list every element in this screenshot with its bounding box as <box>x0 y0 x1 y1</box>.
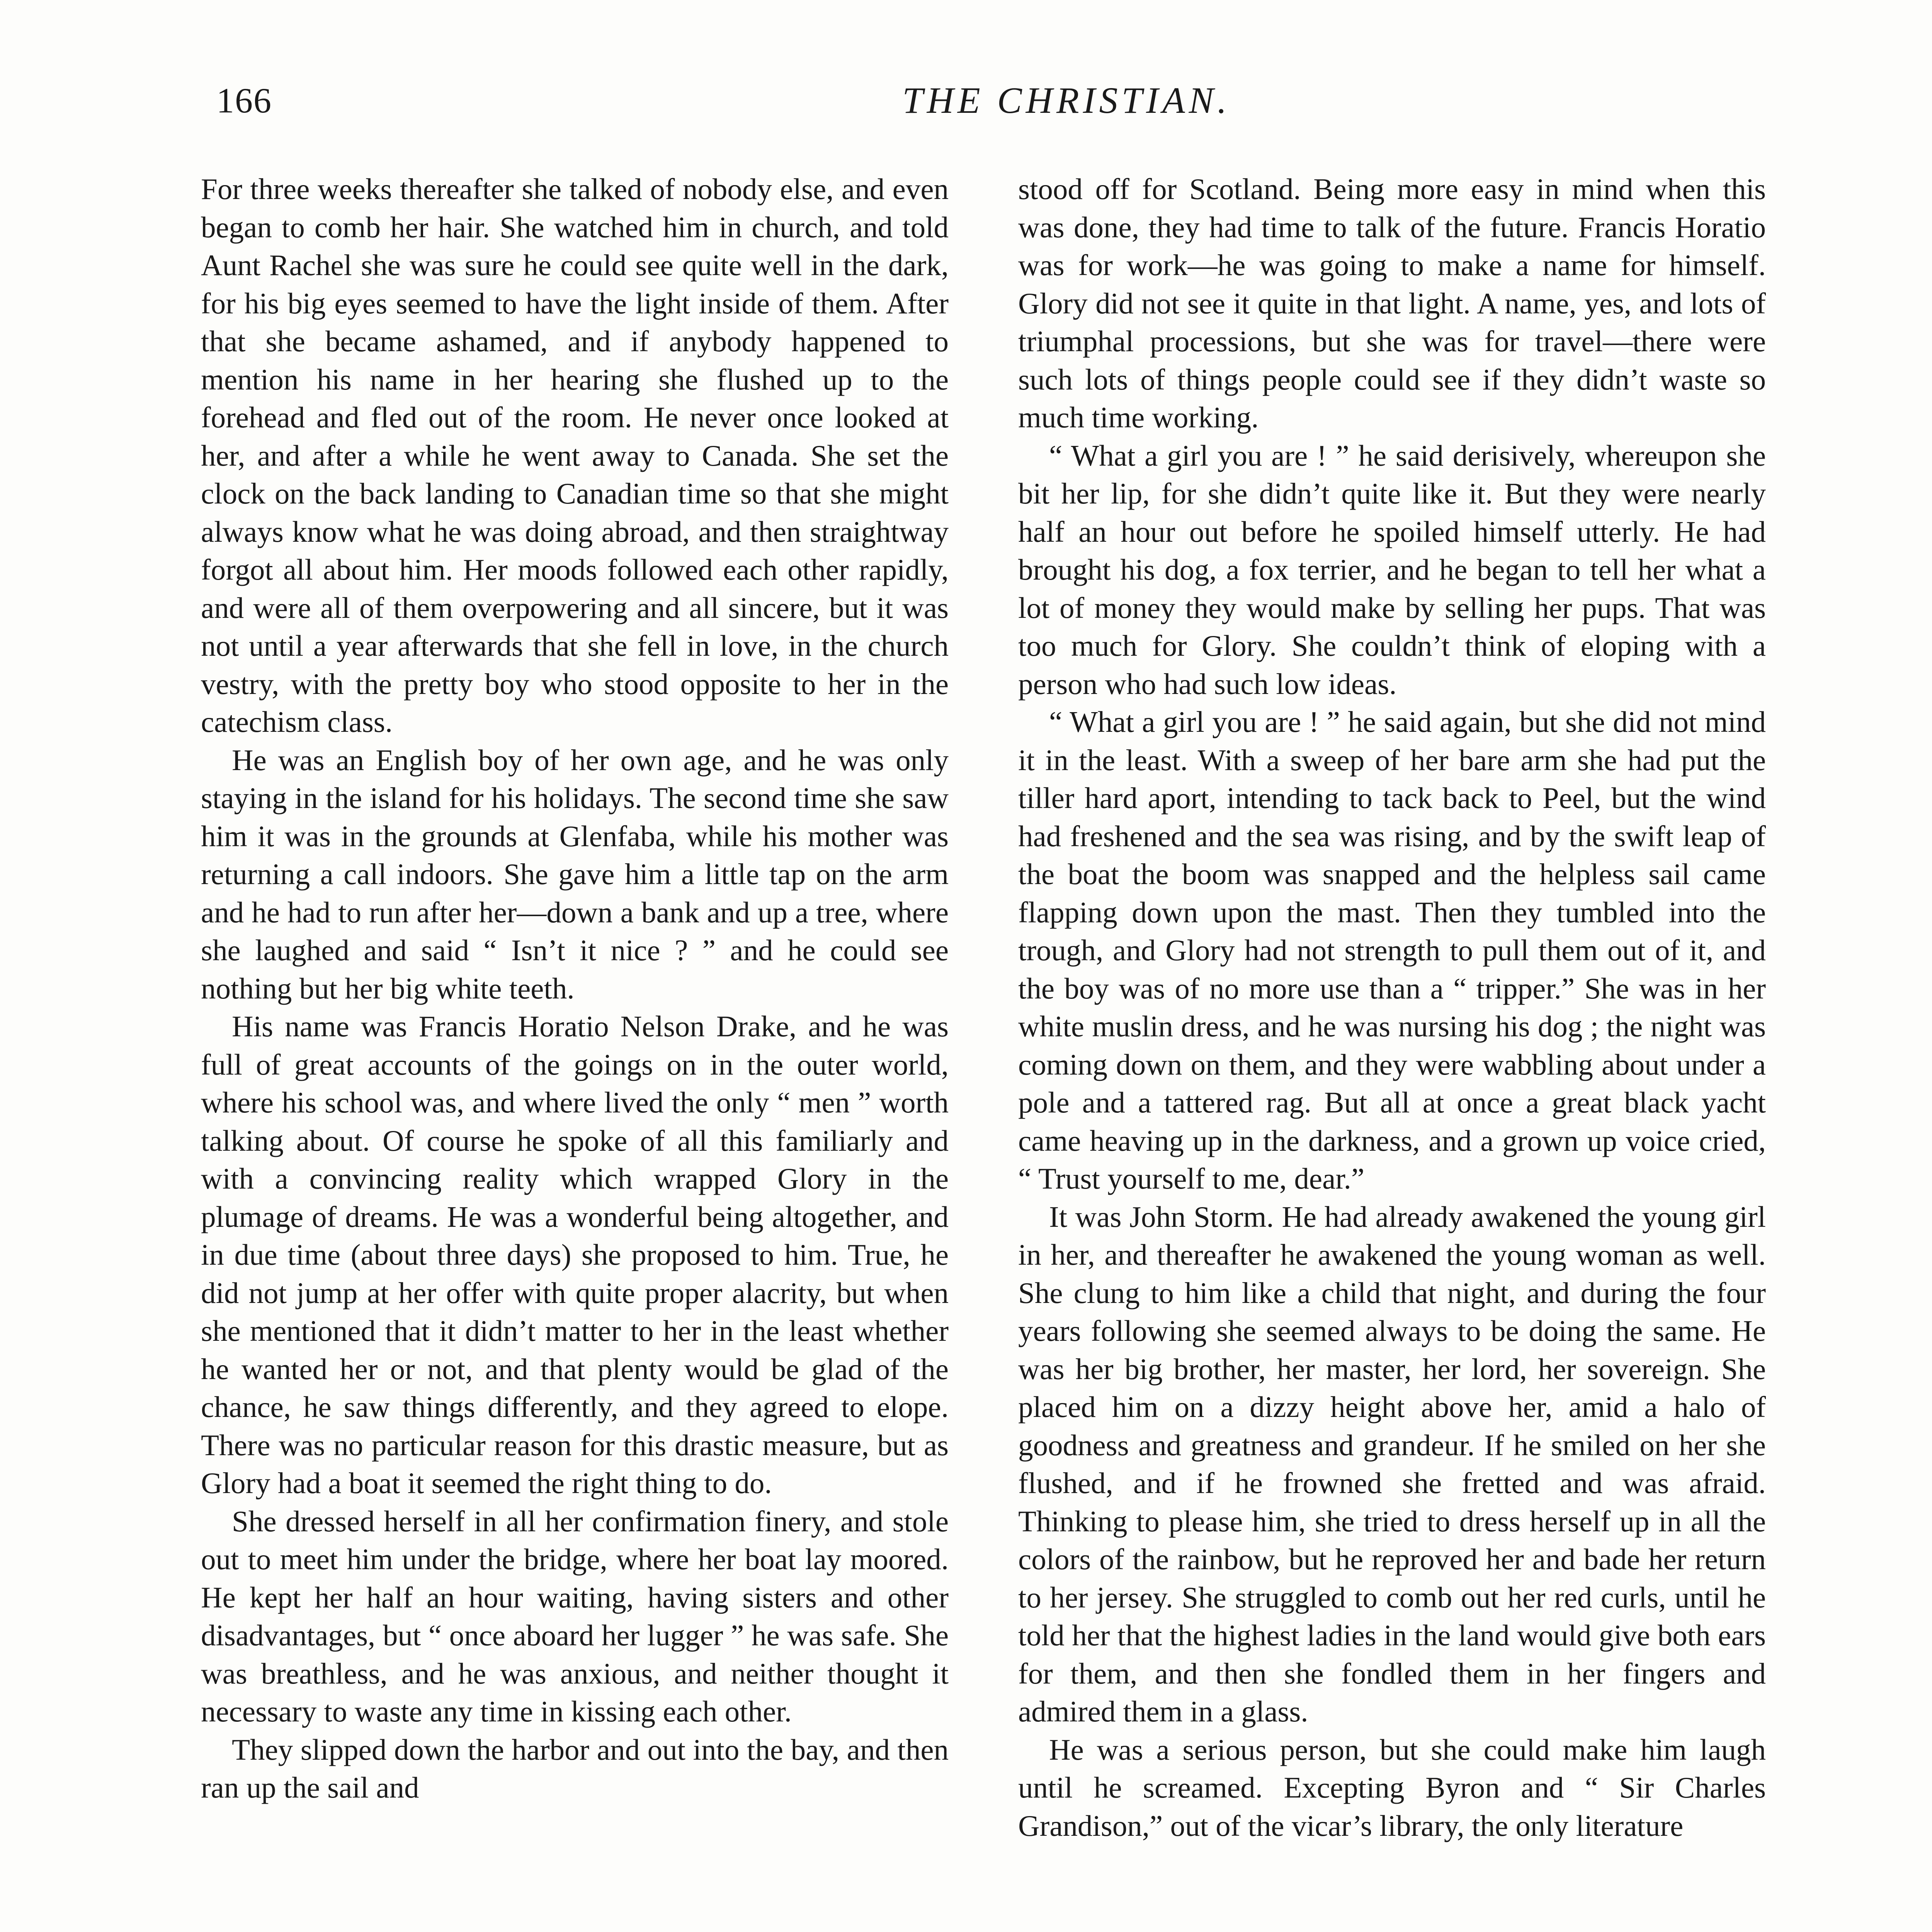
running-title: THE CHRISTIAN. <box>902 80 1231 121</box>
paragraph: It was John Storm. He had already awakened the young girl in her, and thereafter he awakened the young woman as well. She clung to him like a child that night, and during the four years following she seemed always to be doing the same. He was her big brother, her master, her lord, her sovereign. She placed him on a dizzy height above her, amid a halo of goodness and greatness and grandeur. If he smiled on her she flushed, and if he frowned she fretted and was afraid. Thinking to please him, she tried to dress herself up in all the colors of the rainbow, but he reproved her and bade her return to her jersey. She struggled to comb out her red curls, until he told her that the highest ladies in the land would give both ears for them, and then she fondled them in her fingers and admired them in a glass. <box>1018 1200 1766 1728</box>
page-header <box>216 77 1762 139</box>
paragraph: They slipped down the harbor and out into the bay, and then ran up the sail and <box>201 1733 949 1804</box>
right-column <box>1018 170 1766 1932</box>
paragraph: She dressed herself in all her confirmation finery, and stole out to meet him under the bridge, where her boat lay moored. He kept her half an hour waiting, having sisters and other disadvantages, but “ once aboard her lugger ” he was safe. She was breathless, and he was anxious, and neither thought it necessary to waste any time in kissing each other. <box>201 1504 949 1728</box>
page-number: 166 <box>216 81 272 120</box>
paragraph: He was an English boy of her own age, and he was only staying in the island for his holidays. The second time she saw him it was in the grounds at Glenfaba, while his mother was returning a call indoors. She gave him a little tap on the arm and he had to run after her—down a bank and up a tree, where she laughed and said “ Isn’t it nice ? ” and he could see nothing but her big white teeth. <box>201 743 949 1005</box>
paragraph: “ What a girl you are ! ” he said again, but she did not mind it in the least. With a sweep of her bare arm she had put the tiller hard aport, intending to tack back to Peel, but the wind had freshened and the sea was rising, and by the swift leap of the boat the boom was snapped and the helpless sail came flapping down upon the mast. Then they tumbled into the trough, and Glory had not strength to pull them out of it, and the boy was of no more use than a “ tripper.” She was in her white muslin dress, and he was nursing his dog ; the night was coming down on them, and they were wabbling about under a pole and a tattered rag. But all at once a great black yacht came heaving up in the darkness, and a grown up voice cried, “ Trust yourself to me, dear.” <box>1018 705 1766 1195</box>
paragraph: He was a serious person, but she could make him laugh until he screamed. Excepting Byron and “ Sir Charles Grandison,” out of the vicar’s library, the only literature <box>1018 1733 1766 1842</box>
paragraph: stood off for Scotland. Being more easy in mind when this was done, they had time to talk of the future. Francis Horatio was for work—he was going to make a name for himself. Glory did not see it quite in that light. A name, yes, and lots of triumphal processions, but she was for travel—there were such lots of things people could see if they didn’t waste so much time working. <box>1018 172 1766 434</box>
text-columns <box>201 170 1766 1932</box>
paragraph: “ What a girl you are ! ” he said derisively, whereupon she bit her lip, for she didn’t quite like it. But they were nearly half an hour out before he spoiled himself utterly. He had brought his dog, a fox terrier, and he began to tell her what a lot of money they would make by selling her pups. That was too much for Glory. She couldn’t think of eloping with a person who had such low ideas. <box>1018 439 1766 701</box>
paragraph: His name was Francis Horatio Nelson Drake, and he was full of great accounts of the goings on in the outer world, where his school was, and where lived the only “ men ” worth talking about. Of course he spoke of all this familiarly and with a convincing reality which wrapped Glory in the plumage of dreams. He was a wonderful being altogether, and in due time (about three days) she proposed to him. True, he did not jump at her offer with quite proper alacrity, but when she mentioned that it didn’t matter to her in the least whether he wanted her or not, and that plenty would be glad of the chance, he saw things differently, and they agreed to elope. There was no particular reason for this drastic measure, but as Glory had a boat it seemed the right thing to do. <box>201 1010 949 1500</box>
left-column <box>201 170 949 1932</box>
paragraph: For three weeks thereafter she talked of nobody else, and even began to comb her hair. She watched him in church, and told Aunt Rachel she was sure he could see quite well in the dark, for his big eyes seemed to have the light inside of them. After that she became ashamed, and if anybody happened to mention his name in her hearing she flushed up to the forehead and fled out of the room. He never once looked at her, and after a while he went away to Canada. She set the clock on the back landing to Canadian time so that she might always know what he was doing abroad, and then straightway forgot all about him. Her moods followed each other rapidly, and were all of them overpowering and all sincere, but it was not until a year afterwards that she fell in love, in the church vestry, with the pretty boy who stood opposite to her in the catechism class. <box>201 172 949 738</box>
